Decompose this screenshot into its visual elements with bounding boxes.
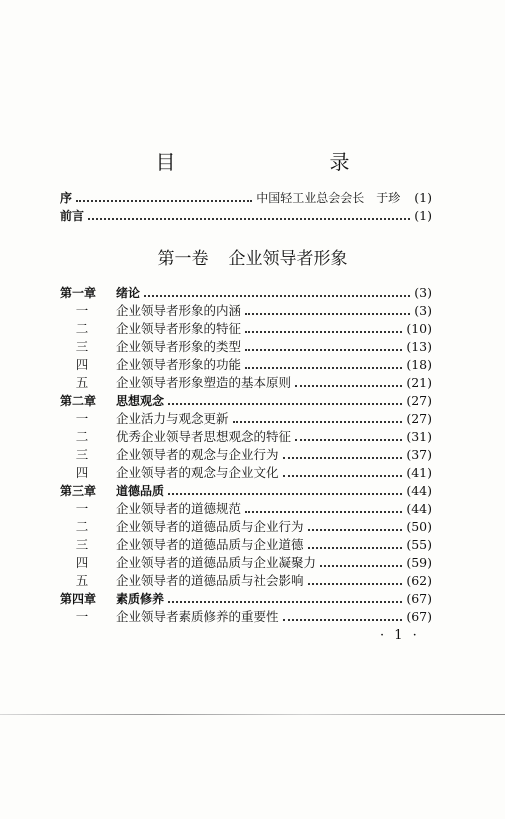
dot-leader bbox=[76, 199, 252, 202]
section-number: 三 bbox=[75, 447, 89, 462]
section-number: 四 bbox=[75, 465, 89, 480]
toc-section[interactable] bbox=[60, 374, 432, 392]
section-page: (67) bbox=[406, 609, 432, 624]
section-title: 企业领导者形象的功能 bbox=[116, 357, 242, 372]
section-number: 一 bbox=[75, 501, 89, 516]
toc-entry-label: 前言 bbox=[60, 209, 85, 223]
volume-number: 第一卷 bbox=[157, 249, 209, 269]
toc-section[interactable] bbox=[60, 428, 432, 446]
section-page: (18) bbox=[406, 357, 432, 372]
dot-leader bbox=[168, 402, 402, 405]
section-page: (59) bbox=[406, 555, 432, 570]
toc-entry-preface[interactable] bbox=[60, 189, 432, 207]
toc-section[interactable] bbox=[60, 536, 432, 554]
dot-leader bbox=[168, 492, 402, 495]
section-number: 三 bbox=[75, 537, 89, 552]
section-title: 企业领导者形象塑造的基本原则 bbox=[116, 375, 292, 390]
section-number: 三 bbox=[75, 339, 89, 354]
section-title: 企业领导者的观念与企业行为 bbox=[116, 447, 279, 462]
section-title: 企业活力与观念更新 bbox=[116, 411, 229, 426]
dot-leader bbox=[245, 330, 402, 333]
chapter-page: (27) bbox=[406, 393, 432, 408]
section-number: 四 bbox=[75, 357, 89, 372]
chapter-page: (3) bbox=[414, 285, 432, 300]
section-number: 五 bbox=[75, 375, 89, 390]
dot-leader bbox=[283, 474, 403, 477]
dot-leader bbox=[245, 366, 402, 369]
dot-leader bbox=[320, 564, 402, 567]
section-title: 企业领导者形象的内涵 bbox=[116, 303, 242, 318]
toc-chapter[interactable] bbox=[60, 482, 432, 500]
section-page: (21) bbox=[406, 375, 432, 390]
section-title: 企业领导者形象的特征 bbox=[116, 321, 242, 336]
toc-section[interactable] bbox=[60, 320, 432, 338]
section-title: 企业领导者的道德品质与企业行为 bbox=[116, 519, 304, 534]
toc-entry-foreword[interactable] bbox=[60, 207, 432, 225]
dot-leader bbox=[295, 438, 402, 441]
section-page: (31) bbox=[406, 429, 432, 444]
scan-edge-line bbox=[0, 714, 505, 715]
section-page: (50) bbox=[406, 519, 432, 534]
toc-section[interactable] bbox=[60, 410, 432, 428]
toc-section[interactable] bbox=[60, 554, 432, 572]
section-number: 一 bbox=[75, 411, 89, 426]
chapter-number: 第四章 bbox=[60, 592, 97, 606]
toc-entry-page: (1) bbox=[414, 190, 432, 205]
chapter-title: 绪论 bbox=[116, 286, 141, 300]
toc-section[interactable] bbox=[60, 572, 432, 590]
dot-leader bbox=[233, 420, 403, 423]
chapter-page: (44) bbox=[406, 483, 432, 498]
section-page: (10) bbox=[406, 321, 432, 336]
toc-entry-page: (1) bbox=[414, 208, 432, 223]
toc-chapter[interactable] bbox=[60, 284, 432, 302]
dot-leader bbox=[245, 348, 402, 351]
section-page: (62) bbox=[406, 573, 432, 588]
toc-entry-label: 序 bbox=[60, 191, 73, 205]
dot-leader bbox=[308, 582, 403, 585]
chapter-title: 思想观念 bbox=[116, 394, 165, 408]
chapter-number: 第三章 bbox=[60, 484, 97, 498]
section-number: 二 bbox=[75, 429, 89, 444]
section-title: 企业领导者的道德品质与企业凝聚力 bbox=[116, 555, 317, 570]
toc-section[interactable] bbox=[60, 446, 432, 464]
page-number: · 1 · bbox=[380, 628, 420, 643]
section-page: (55) bbox=[406, 537, 432, 552]
toc-section[interactable] bbox=[60, 518, 432, 536]
section-title: 企业领导者的道德品质与社会影响 bbox=[116, 573, 304, 588]
dot-leader bbox=[308, 528, 403, 531]
dot-leader bbox=[88, 217, 410, 220]
section-number: 二 bbox=[75, 321, 89, 336]
chapter-number: 第一章 bbox=[60, 286, 97, 300]
dot-leader bbox=[245, 510, 402, 513]
section-number: 五 bbox=[75, 573, 89, 588]
page-title: 目 录 bbox=[155, 150, 388, 174]
section-title: 优秀企业领导者思想观念的特征 bbox=[116, 429, 292, 444]
toc-section[interactable] bbox=[60, 338, 432, 356]
section-title: 企业领导者素质修养的重要性 bbox=[116, 609, 279, 624]
section-page: (44) bbox=[406, 501, 432, 516]
section-number: 一 bbox=[75, 609, 89, 624]
section-page: (27) bbox=[406, 411, 432, 426]
chapter-title: 素质修养 bbox=[116, 592, 165, 606]
dot-leader bbox=[283, 618, 403, 621]
toc-section[interactable] bbox=[60, 356, 432, 374]
toc-chapter[interactable] bbox=[60, 590, 432, 608]
chapter-number: 第二章 bbox=[60, 394, 97, 408]
toc-section[interactable] bbox=[60, 302, 432, 320]
section-page: (37) bbox=[406, 447, 432, 462]
section-number: 四 bbox=[75, 555, 89, 570]
dot-leader bbox=[283, 456, 403, 459]
dot-leader bbox=[295, 384, 402, 387]
section-page: (3) bbox=[414, 303, 432, 318]
section-title: 企业领导者的道德规范 bbox=[116, 501, 242, 516]
section-page: (41) bbox=[406, 465, 432, 480]
toc-chapter[interactable] bbox=[60, 392, 432, 410]
volume-heading bbox=[0, 244, 505, 269]
section-title: 企业领导者的观念与企业文化 bbox=[116, 465, 279, 480]
section-title: 企业领导者的道德品质与企业道德 bbox=[116, 537, 304, 552]
section-number: 一 bbox=[75, 303, 89, 318]
dot-leader bbox=[168, 600, 402, 603]
dot-leader bbox=[144, 294, 410, 297]
chapter-page: (67) bbox=[406, 591, 432, 606]
section-page: (13) bbox=[406, 339, 432, 354]
toc-entry-attribution: 中国轻工业总会会长 于珍 bbox=[256, 191, 401, 205]
chapter-title: 道德品质 bbox=[116, 484, 165, 498]
volume-name: 企业领导者形象 bbox=[228, 249, 348, 269]
toc-section[interactable] bbox=[60, 608, 432, 626]
toc-section[interactable] bbox=[60, 464, 432, 482]
dot-leader bbox=[308, 546, 403, 549]
dot-leader bbox=[245, 312, 410, 315]
toc-section[interactable] bbox=[60, 500, 432, 518]
section-title: 企业领导者形象的类型 bbox=[116, 339, 242, 354]
section-number: 二 bbox=[75, 519, 89, 534]
